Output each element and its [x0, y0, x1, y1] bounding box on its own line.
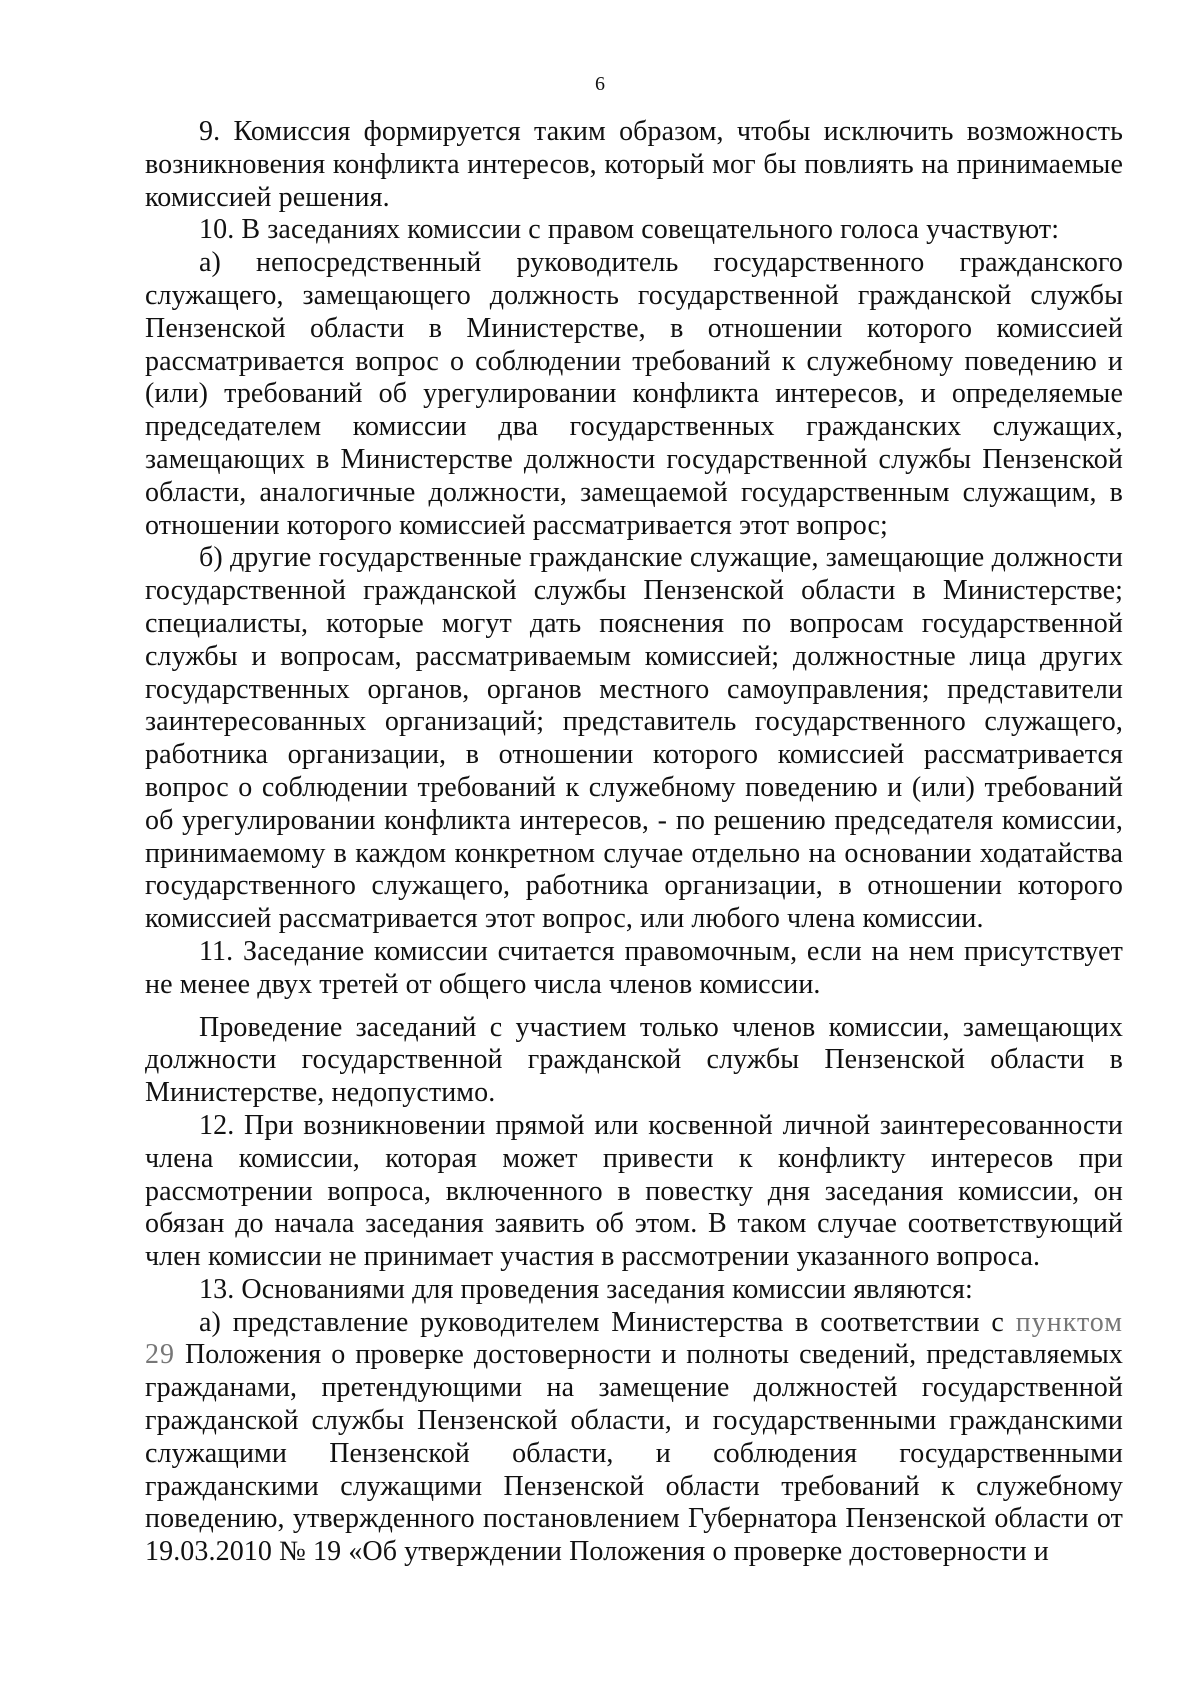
paragraph-13-a-start: а) представление руководителем Министерства в соответствии с	[199, 1306, 1016, 1338]
document-body	[145, 116, 1123, 1569]
paragraph-13-a-rest: Положения о проверке достоверности и полноты сведений, представляемых гражданами, претендующими на замещение должностей государственной гражданской службы Пензенской области, и государственными гражданскими служащими Пензенской области, и соблюдения государственными гражданскими служащими Пензенской области требований к служебному поведению, утвержденного постановлением Губернатора Пензенской области от 19.03.2010 № 19 «Об утверждении Положения о проверке достоверности и	[145, 1339, 1123, 1568]
page-number: 6	[595, 73, 605, 95]
paragraph-13-a	[145, 1307, 1123, 1569]
paragraph-11-continued: Проведение заседаний с участием только членов комиссии, замещающих должности государственной гражданской службы Пензенской области в Министерстве, недопустимо.	[145, 1011, 1123, 1109]
paragraph-12: 12. При возникновении прямой или косвенной личной заинтересованности члена комиссии, которая может привести к конфликту интересов при рассмотрении вопроса, включенного в повестку дня заседания комиссии, он обязан до начала заседания заявить об этом. В таком случае соответствующий член комиссии не принимает участия в рассмотрении указанного вопроса.	[145, 1109, 1123, 1273]
paragraph-10-a: а) непосредственный руководитель государственного гражданского служащего, замещающего должность государственной гражданской службы Пензенской области в Министерстве, в отношении которого комиссией рассматривается вопрос о соблюдении требований к служебному поведению и (или) требований об урегулировании конфликта интересов, и определяемые председателем комиссии два государственных гражданских служащих, замещающих в Министерстве должности государственной службы Пензенской области, аналогичные должности, замещаемой государственным служащим, в отношении которого комиссией рассматривается этот вопрос;	[145, 247, 1123, 541]
paragraph-10: 10. В заседаниях комиссии с правом совещательного голоса участвуют:	[199, 214, 1060, 246]
paragraph-11: 11. Заседание комиссии считается правомочным, если на нем присутствует не менее двух третей от общего числа членов комиссии.	[145, 935, 1123, 1000]
paragraph-9: 9. Комиссия формируется таким образом, чтобы исключить возможность возникновения конфликта интересов, который мог бы повлиять на принимаемые комиссией решения.	[145, 116, 1123, 213]
paragraph-10-b: б) другие государственные гражданские служащие, замещающие должности государственной гражданской службы Пензенской области в Министерстве; специалисты, которые могут дать пояснения по вопросам государственной службы и вопросам, рассматриваемым комиссией; должностные лица других государственных органов, органов местного самоуправления; представители заинтересованных организаций; представитель государственного служащего, работника организации, в отношении которого комиссией рассматривается вопрос о соблюдении требований к служебному поведению и (или) требований об урегулировании конфликта интересов, - по решению председателя комиссии, принимаемому в каждом конкретном случае отдельно на основании ходатайства государственного служащего, работника организации, в отношении которого комиссией рассматривается этот вопрос, или любого члена комиссии.	[145, 542, 1123, 935]
paragraph-13: 13. Основаниями для проведения заседания комиссии являются:	[199, 1273, 973, 1305]
point-29-reference: пунктом 29	[145, 1306, 1123, 1371]
